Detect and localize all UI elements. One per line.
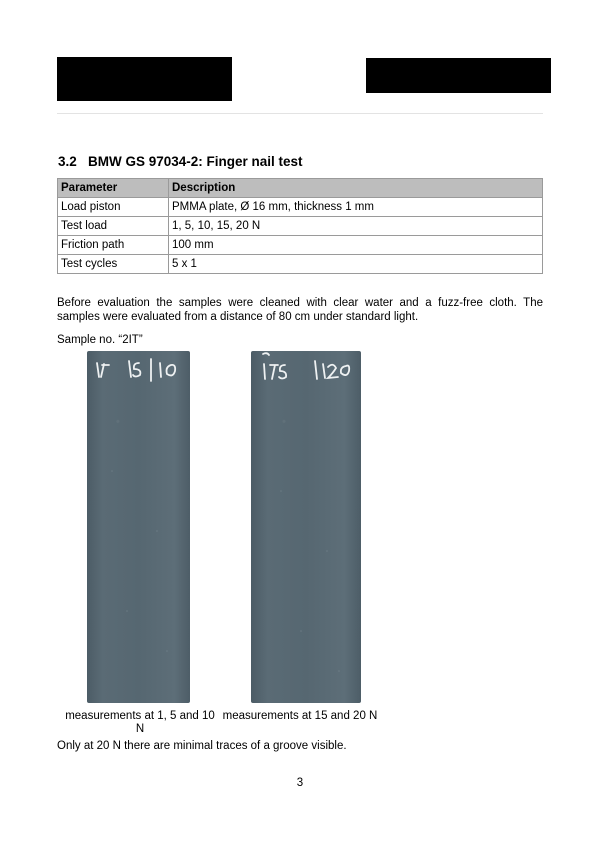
sample-photo-left [87,351,190,703]
description-cell: 1, 5, 10, 15, 20 N [169,217,543,236]
header-divider [57,113,543,114]
parameter-cell: Load piston [58,198,169,217]
section-number: 3.2 [58,154,77,169]
evaluation-paragraph: Before evaluation the samples were cleaned with clear water and a fuzz-free cloth. The samples were evaluated from a distance of 80 cm under standard light. [57,297,543,323]
sample-texture-right [251,351,361,703]
parameter-cell: Test cycles [58,255,169,274]
photo-caption-left: measurements at 1, 5 and 10 N [65,710,215,735]
photo-caption-right: measurements at 15 and 20 N [222,710,378,722]
parameter-cell: Test load [58,217,169,236]
redacted-logo-left [57,57,232,101]
section-heading [58,154,303,169]
conclusion-text: Only at 20 N there are minimal traces of a groove visible. [57,740,347,752]
redacted-logo-right [366,58,551,93]
sample-label: Sample no. “2IT” [57,334,143,346]
page-number: 3 [296,777,304,789]
table-row [58,236,543,255]
parameter-table [57,178,543,274]
sample-photo-right [251,351,361,703]
table-row [58,217,543,236]
description-cell: 100 mm [169,236,543,255]
section-title: BMW GS 97034-2: Finger nail test [88,154,303,169]
table-row [58,198,543,217]
description-cell: 5 x 1 [169,255,543,274]
column-header-parameter: Parameter [58,179,169,198]
column-header-description: Description [169,179,543,198]
table-header-row [58,179,543,198]
table-row [58,255,543,274]
parameter-cell: Friction path [58,236,169,255]
description-cell: PMMA plate, Ø 16 mm, thickness 1 mm [169,198,543,217]
sample-texture-left [87,351,190,703]
